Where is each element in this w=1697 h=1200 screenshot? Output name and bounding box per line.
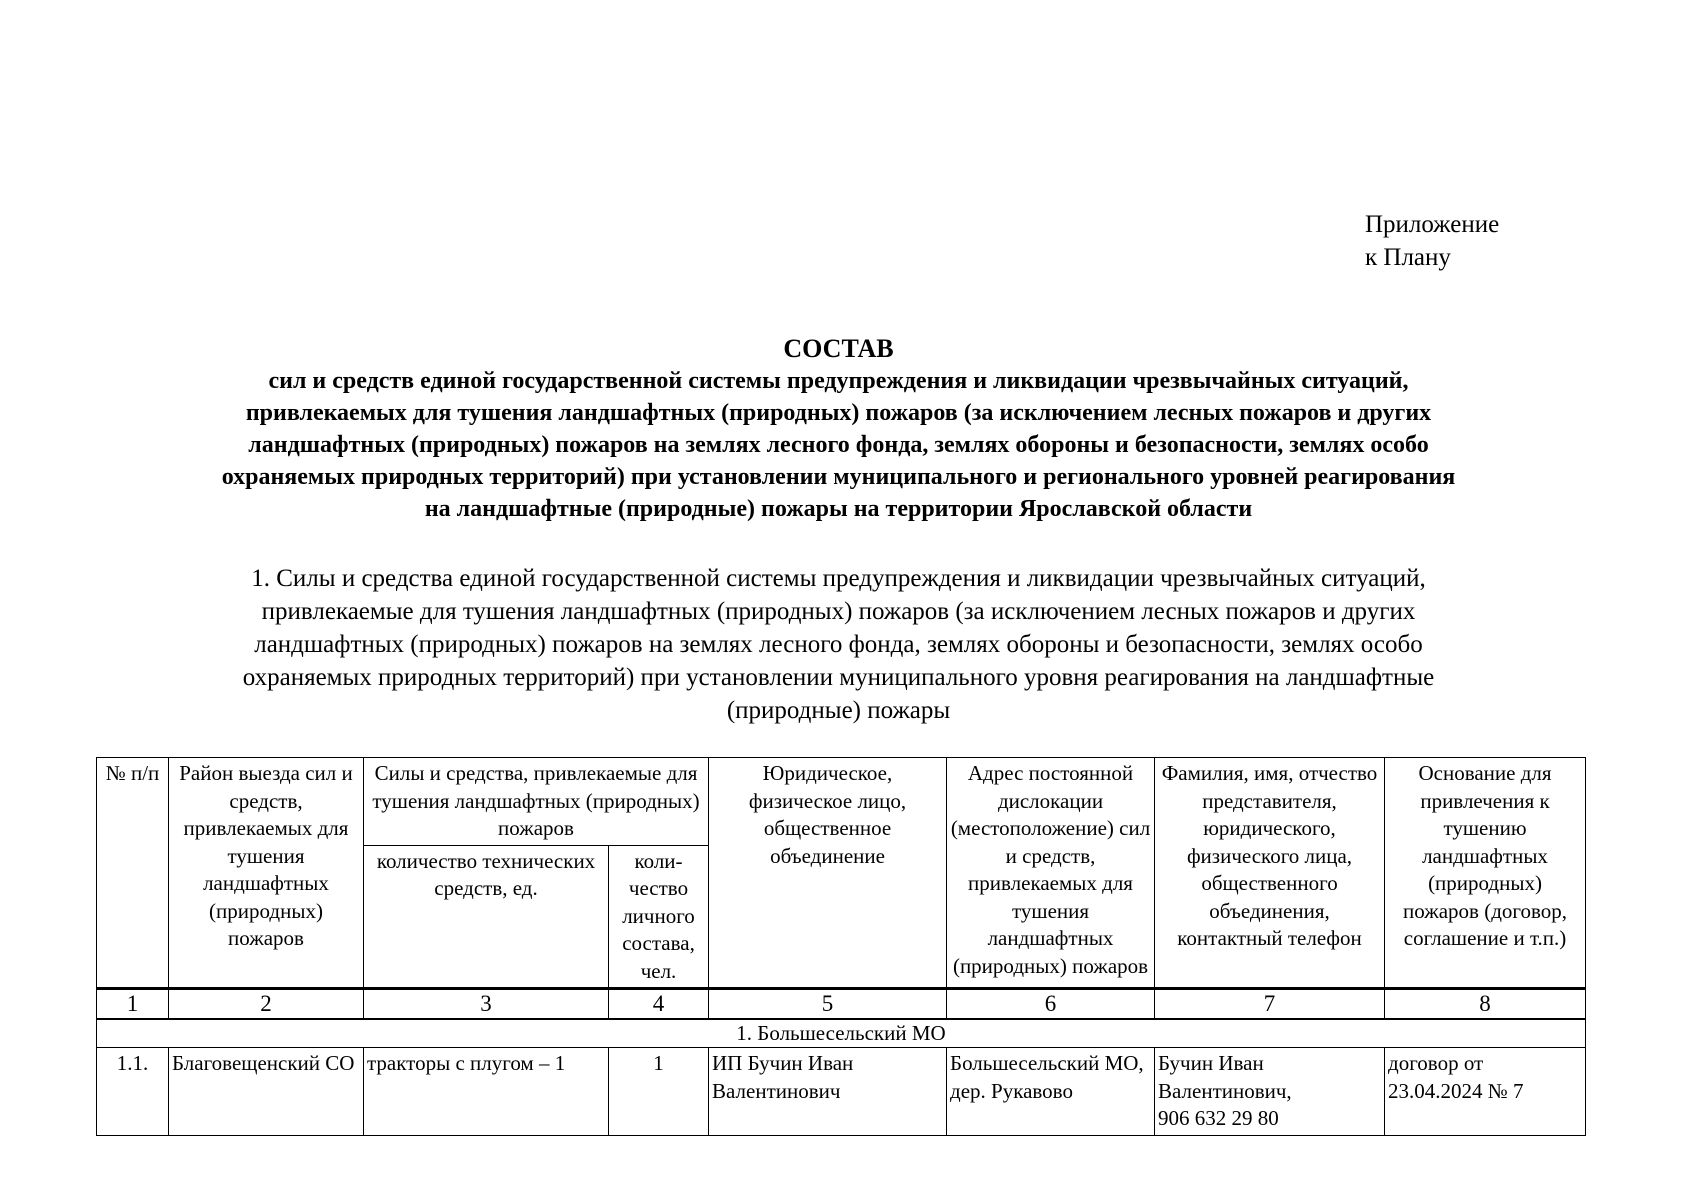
cell-tech: тракторы с плугом – 1 (364, 1048, 609, 1136)
header-basis: Основание для привлечения к тушению ландшафтных (природных) пожаров (договор, соглашение и т.п.) (1385, 758, 1586, 989)
cell-address: Большесельский МО, дер. Рукавово (947, 1048, 1155, 1136)
title-line: привлекаемых для тушения ландшафтных (природных) пожаров (за исключением лесных пожаров и других (245, 400, 1432, 426)
representative-name: Бучин Иван Валентинович, (1158, 1051, 1292, 1103)
cell-entity: ИП Бучин Иван Валентинович (709, 1048, 947, 1136)
section-title: 1. Большесельский МО (97, 1019, 1586, 1048)
table-row (97, 1048, 1586, 1136)
column-number: 1 (97, 989, 169, 1019)
section-line: охраняемых природных территорий) при установлении муниципального уровня реагирования на ландшафтные (242, 664, 1435, 691)
section-line: ландшафтных (природных) пожаров на землях лесного фонда, землях обороны и безопасности, землях особо (254, 631, 1423, 658)
header-num: № п/п (97, 758, 169, 989)
cell-num: 1.1. (97, 1048, 169, 1136)
forces-table (96, 757, 1586, 1136)
header-tech-count: количество технических средств, ед. (364, 845, 609, 989)
title-line: ландшафтных (природных) пожаров на землях лесного фонда, землях обороны и безопасности, землях особо (248, 432, 1429, 458)
appendix-note (1365, 208, 1499, 274)
column-number: 6 (947, 989, 1155, 1019)
cell-personnel: 1 (609, 1048, 709, 1136)
title-line: сил и средств единой государственной системы предупреждения и ликвидации чрезвычайных ситуаций, (268, 368, 1409, 394)
cell-representative (1155, 1048, 1385, 1136)
title-main: СОСТАВ (783, 334, 894, 363)
column-number: 8 (1385, 989, 1586, 1019)
cell-basis: договор от 23.04.2024 № 7 (1385, 1048, 1586, 1136)
section-line: привлекаемые для тушения ландшафтных (природных) пожаров (за исключением лесных пожаров и других (261, 598, 1416, 625)
column-number: 3 (364, 989, 609, 1019)
appendix-line-2: к Плану (1365, 244, 1451, 271)
representative-phone: 906 632 29 80 (1158, 1106, 1279, 1130)
header-address: Адрес постоянной дислокации (местоположение) сил и средств, привлекаемых для тушения ландшафтных (природных) пожаров (947, 758, 1155, 989)
header-personnel: коли-чество личного состава, чел. (609, 845, 709, 989)
appendix-line-1: Приложение (1365, 211, 1500, 238)
header-representative: Фамилия, имя, отчество представителя, юридического, физического лица, общественного объединения, контактный телефон (1155, 758, 1385, 989)
column-number-row (97, 989, 1586, 1019)
section-line: 1. Силы и средства единой государственной системы предупреждения и ликвидации чрезвычайных ситуаций, (251, 565, 1426, 592)
document-title (60, 333, 1617, 525)
header-district: Район выезда сил и средств, привлекаемых для тушения ландшафтных (природных) пожаров (169, 758, 364, 989)
header-entity: Юридическое, физическое лицо, общественное объединение (709, 758, 947, 989)
cell-district: Благовещенский СО (169, 1048, 364, 1136)
header-forces: Силы и средства, привлекаемые для тушения ландшафтных (природных) пожаров (364, 758, 709, 846)
column-number: 5 (709, 989, 947, 1019)
column-number: 7 (1155, 989, 1385, 1019)
title-line: на ландшафтные (природные) пожары на территории Ярославской области (424, 496, 1253, 522)
column-number: 2 (169, 989, 364, 1019)
section-title-row (97, 1019, 1586, 1048)
column-number: 4 (609, 989, 709, 1019)
title-line: охраняемых природных территорий) при установлении муниципального и регионального уровней реагирования (221, 464, 1456, 490)
header-row (97, 758, 1586, 846)
section-heading (110, 562, 1567, 727)
section-line: (природные) пожары (726, 697, 951, 724)
